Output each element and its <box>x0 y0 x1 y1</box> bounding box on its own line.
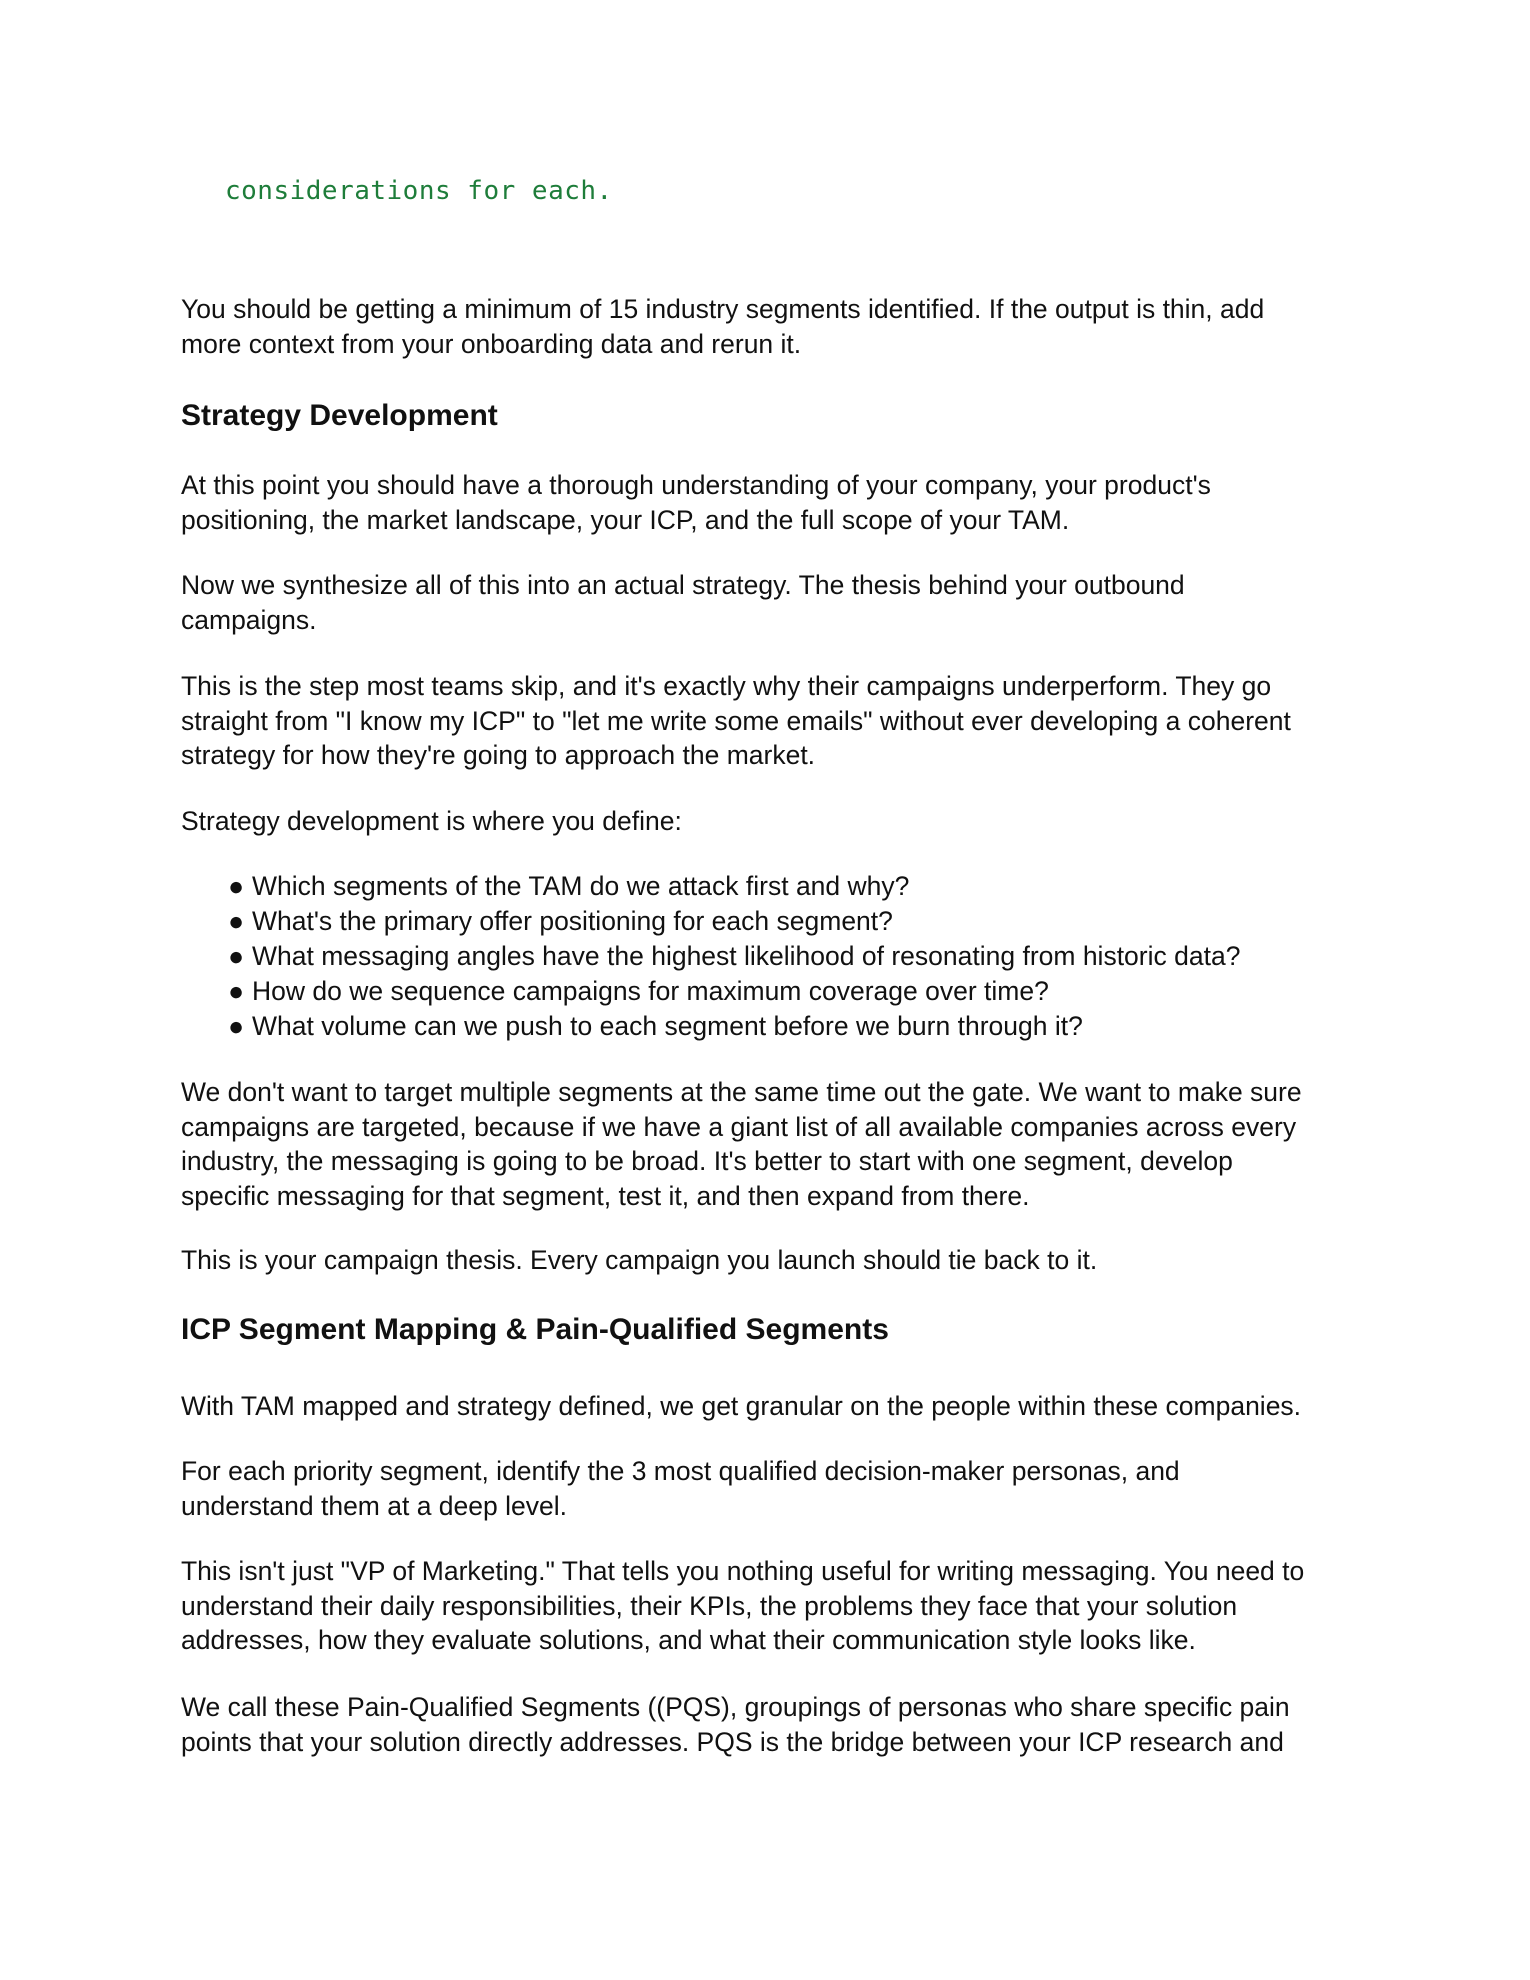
heading-icp-segment-mapping: ICP Segment Mapping & Pain-Qualified Segments <box>181 1313 889 1346</box>
paragraph-priority-segment: For each priority segment, identify the 3 most qualified decision-maker personas, and understand them at a deep level. <box>181 1456 1180 1521</box>
bullet-icon: ● <box>228 871 245 901</box>
paragraph-vp-of-marketing: This isn't just "VP of Marketing." That tells you nothing useful for writing messaging. You need to understand their daily responsibilities, their KPIs, the problems they face that your solution addresses, how they evaluate solutions, and what their communication style looks like. <box>181 1556 1305 1655</box>
bullet-icon: ● <box>228 1011 245 1041</box>
paragraph-minimum-segments: You should be getting a minimum of 15 industry segments identified. If the output is thin, add more context from your onboarding data and rerun it. <box>181 294 1265 359</box>
list-item: ● What's the primary offer positioning for each segment? <box>228 904 1408 939</box>
bullet-icon: ● <box>228 941 245 971</box>
heading-strategy-development: Strategy Development <box>181 399 498 432</box>
bullet-icon: ● <box>228 976 245 1006</box>
paragraph-synthesize: Now we synthesize all of this into an actual strategy. The thesis behind your outbound campaigns. <box>181 570 1185 635</box>
paragraph-campaign-thesis: This is your campaign thesis. Every campaign you launch should tie back to it. <box>181 1245 1098 1275</box>
list-item: ● Which segments of the TAM do we attack first and why? <box>228 869 1408 904</box>
bullet-icon: ● <box>228 906 245 936</box>
list-item: ● What volume can we push to each segment before we burn through it? <box>228 1009 1408 1044</box>
paragraph-thorough-understanding: At this point you should have a thorough understanding of your company, your product's positioning, the market landscape, your ICP, and the full scope of your TAM. <box>181 470 1211 535</box>
list-item: ● What messaging angles have the highest likelihood of resonating from historic data? <box>228 939 1408 974</box>
code-snippet-tail: considerations for each. <box>225 176 613 206</box>
paragraph-pain-qualified-segments: We call these Pain-Qualified Segments ((PQS), groupings of personas who share specific pain points that your solution directly addresses. PQS is the bridge between your ICP research and <box>181 1692 1290 1757</box>
paragraph-step-teams-skip: This is the step most teams skip, and it's exactly why their campaigns underperform. They go straight from "I know my ICP" to "let me write some emails" without ever developing a coherent strategy for how they're going to approach the market. <box>181 671 1291 770</box>
paragraph-where-you-define: Strategy development is where you define: <box>181 806 682 836</box>
list-item: ● How do we sequence campaigns for maximum coverage over time? <box>228 974 1408 1009</box>
paragraph-tam-mapped: With TAM mapped and strategy defined, we get granular on the people within these companies. <box>181 1391 1302 1421</box>
paragraph-multiple-segments: We don't want to target multiple segments at the same time out the gate. We want to make sure campaigns are targeted, because if we have a giant list of all available companies across every industry, the messaging is going to be broad. It's better to start with one segment, develop specific messaging for that segment, test it, and then expand from there. <box>181 1077 1302 1211</box>
